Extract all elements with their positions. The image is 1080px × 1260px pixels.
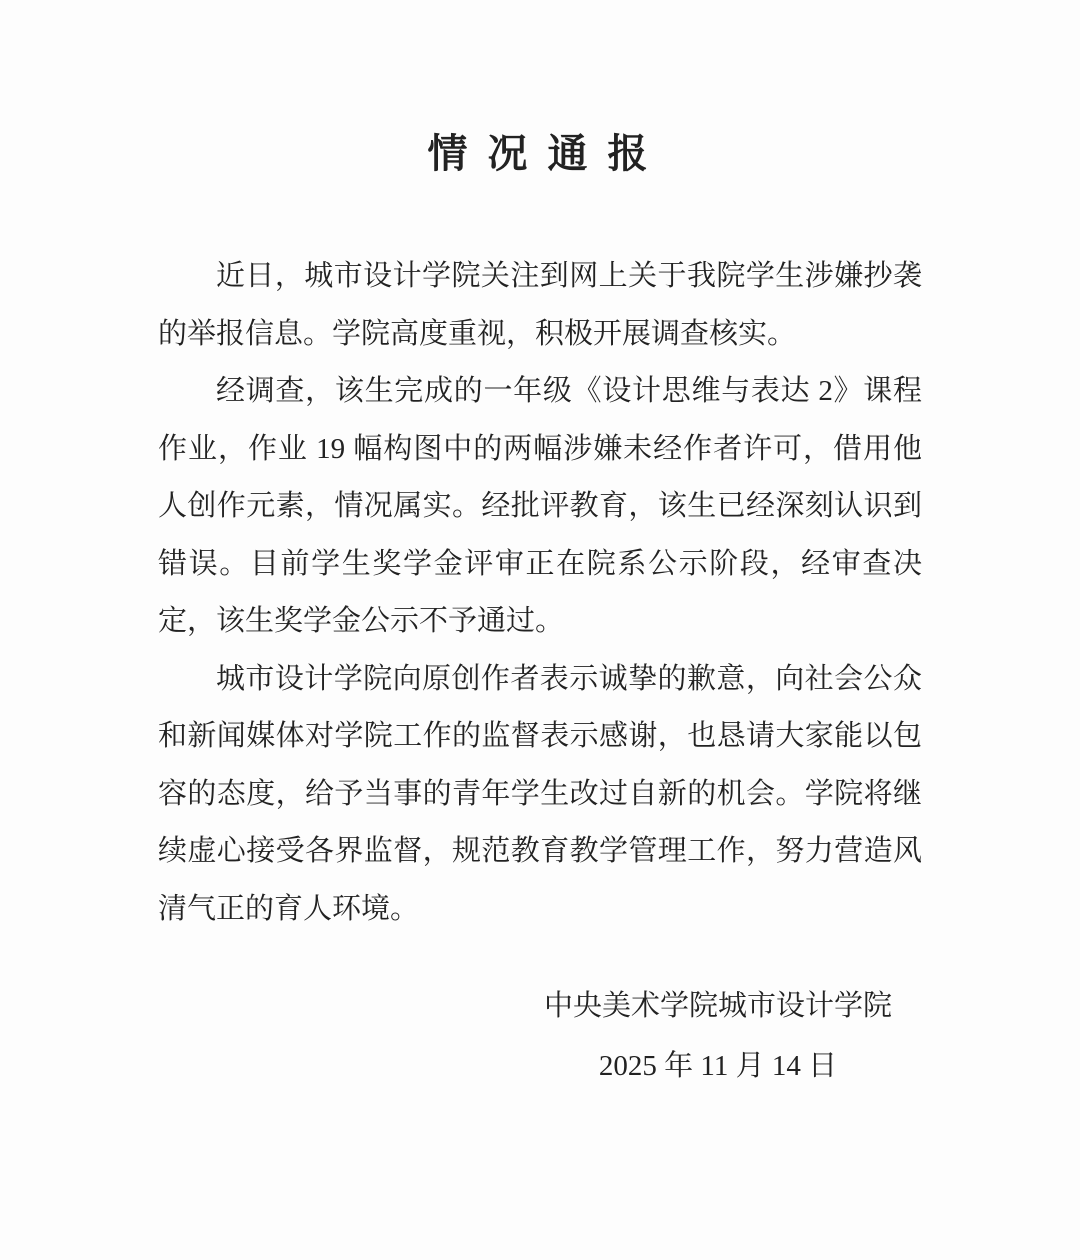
issue-date: 2025 年 11 月 14 日 [598, 1050, 838, 1082]
notice-body [158, 248, 922, 938]
signature-block [544, 976, 892, 1096]
issuing-organization: 中央美术学院城市设计学院 [543, 990, 892, 1022]
notice-paragraph-3: 城市设计学院向原创作者表示诚挚的歉意，向社会公众和新闻媒体对学院工作的监督表示感谢，也恳请大家能以包容的态度，给予当事的青年学生改过自新的机会。学院将继续虚心接受各界监督，规范教育教学管理工作，努力营造风清气正的育人环境。 [158, 662, 922, 925]
notice-paragraph-1: 近日，城市设计学院关注到网上关于我院学生涉嫌抄袭的举报信息。学院高度重视，积极开展调查核实。 [158, 260, 922, 350]
notice-paragraph-2: 经调查，该生完成的一年级《设计思维与表达 2》课程作业，作业 19 幅构图中的两幅涉嫌未经作者许可，借用他人创作元素，情况属实。经批评教育，该生已经深刻认识到错误。目前学生奖学金评审正在院系公示阶段，经审查决定，该生奖学金公示不予通过。 [158, 375, 922, 637]
notice-title: 情 况 通 报 [427, 131, 653, 176]
